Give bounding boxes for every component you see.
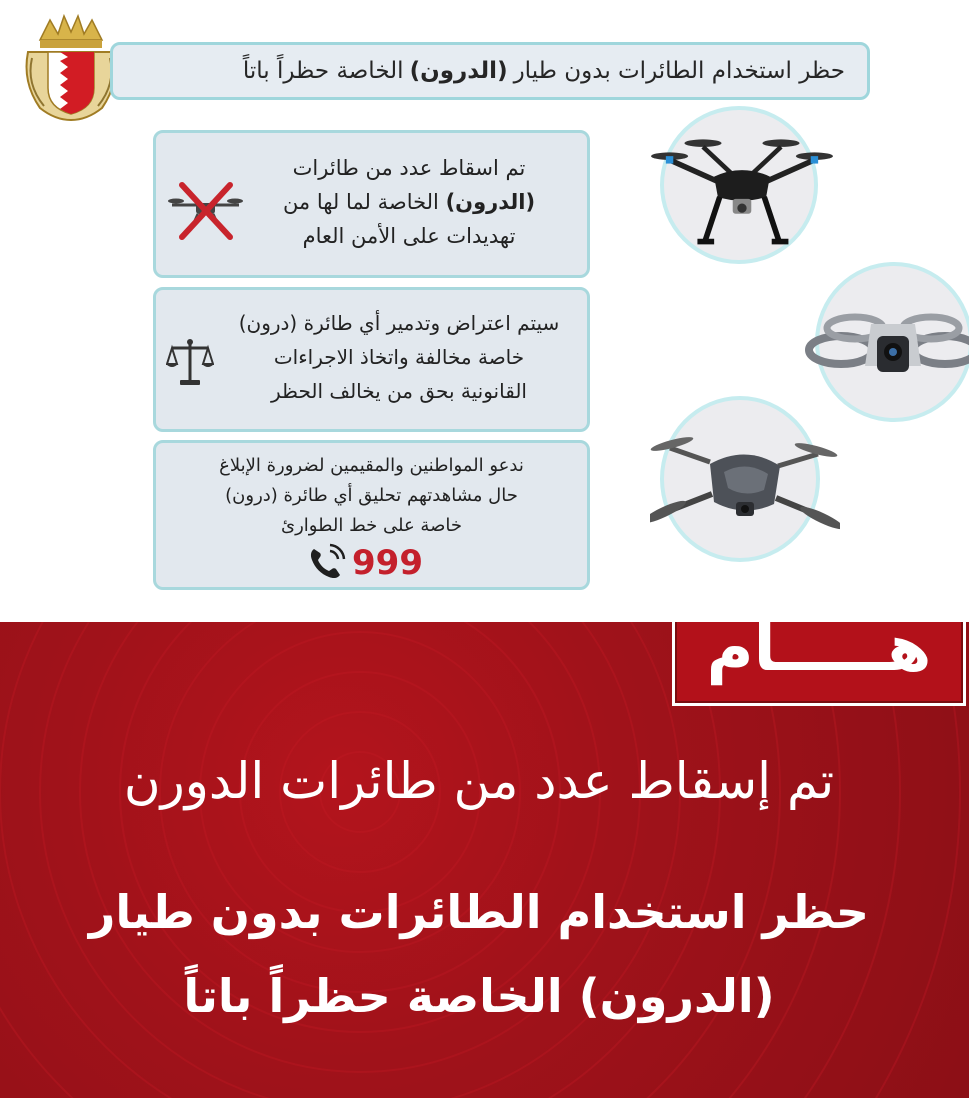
- banner-headline: تم إسقاط عدد من طائرات الدورن: [123, 752, 835, 810]
- emergency-number: 999: [352, 543, 423, 583]
- infographic-header: [110, 42, 870, 100]
- card-line: القانونية بحق من يخالف الحظر: [271, 379, 527, 403]
- header-suffix: الخاصة حظراً باتاً: [242, 58, 404, 84]
- card-line: تهديدات على الأمن العام: [302, 224, 516, 248]
- no-drone-icon: [168, 181, 243, 241]
- card-line: ندعو المواطنين والمقيمين لضرورة الإبلاغ: [219, 455, 524, 476]
- phone-icon: [306, 543, 346, 583]
- card-line: خاصة على خط الطوارئ: [281, 515, 462, 536]
- compact-fpv-drone: [803, 294, 969, 404]
- important-label-box: [672, 622, 966, 706]
- drone-image-circle: [660, 396, 820, 562]
- card-line: تم اسقاط عدد من طائرات: [292, 156, 526, 180]
- card-line: [249, 185, 569, 219]
- info-card-report: [153, 440, 590, 590]
- important-banner: [0, 622, 969, 1098]
- drone-image-circle: [815, 262, 969, 422]
- info-card-shootdown: [153, 130, 590, 278]
- important-label: هـــــام: [706, 622, 932, 686]
- banner-subheadline-line: (الدرون) الخاصة حظراً باتاً: [183, 969, 775, 1023]
- card-line: حال مشاهدتهم تحليق أي طائرة (درون): [225, 485, 518, 506]
- header-emphasis: (الدرون): [409, 58, 508, 84]
- scales-of-justice-icon: [166, 336, 214, 388]
- card-text: [156, 451, 587, 541]
- header-prefix: حظر استخدام الطائرات بدون طيار: [513, 58, 845, 84]
- bahrain-police-emblem: [20, 12, 122, 122]
- info-card-interception: [153, 287, 590, 432]
- card-line: خاصة مخالفة واتخاذ الاجراءات: [273, 345, 525, 369]
- emergency-contact[interactable]: [306, 543, 446, 583]
- card-text: [229, 306, 569, 408]
- banner-subheadline-line: حظر استخدام الطائرات بدون طيار: [88, 885, 870, 939]
- card-line: سيتم اعتراض وتدمير أي طائرة (درون): [238, 311, 560, 335]
- banner-subheadline: [29, 870, 929, 1038]
- drone-image-circle: [660, 106, 818, 264]
- card-line-rest: الخاصة لما لها من: [282, 190, 439, 214]
- card-line-bold: (الدرون): [445, 190, 536, 214]
- card-text: [249, 151, 569, 253]
- quadcopter-drone: [642, 132, 842, 262]
- folding-drone: [650, 420, 840, 550]
